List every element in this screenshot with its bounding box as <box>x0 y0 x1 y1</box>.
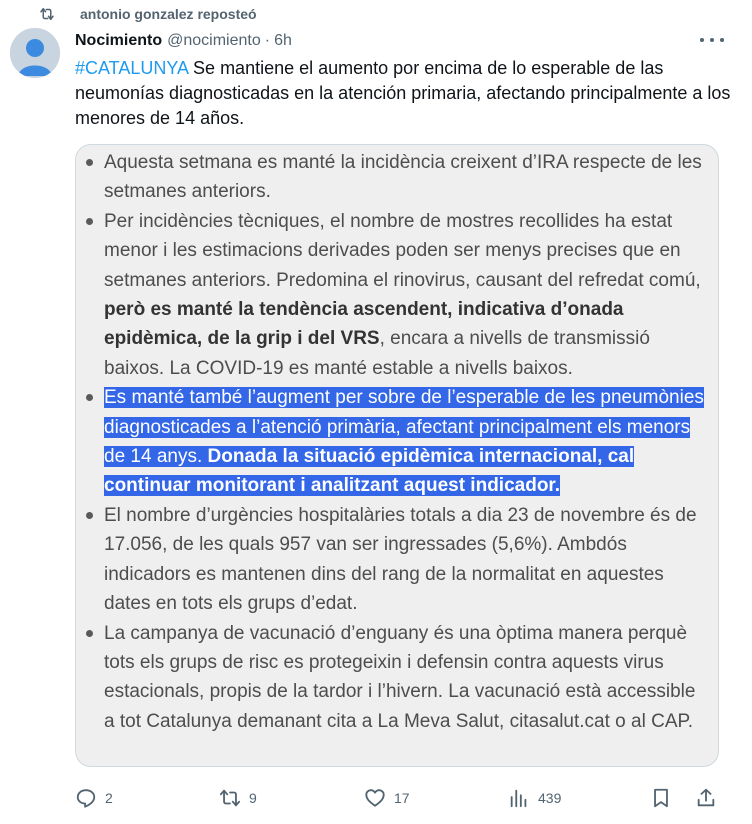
repost-icon <box>38 5 56 23</box>
like-button[interactable] <box>364 784 410 812</box>
tweet-header <box>75 30 292 52</box>
repost-text[interactable]: antonio gonzalez reposteó <box>80 6 257 22</box>
repost-icon <box>219 787 241 809</box>
reply-icon <box>75 787 97 809</box>
list-item <box>76 148 719 207</box>
list-item <box>76 207 719 383</box>
hashtag-link[interactable]: #CATALUNYA <box>75 58 189 78</box>
bullet-text: Aquesta setmana es manté la incidència creixent d’IRA respecte de les setmanes anteriors. <box>104 152 702 203</box>
bullet-icon <box>86 159 93 166</box>
avatar[interactable] <box>10 28 60 78</box>
timestamp[interactable]: 6h <box>274 32 292 49</box>
separator-dot: · <box>264 32 271 49</box>
highlighted-text: Es manté també l’augment per sobre de l’esperable de les pneumònies diagnosticades a l’atenció primària, afectant principalment els menors de 14 anys. <box>104 387 704 468</box>
bullet-icon <box>86 630 93 637</box>
author-name[interactable]: Nocimiento <box>75 32 163 49</box>
bookmark-icon <box>650 787 672 809</box>
like-count: 17 <box>394 790 410 806</box>
bullet-bold-text: però es manté la tendència ascendent, indicativa d’onada epidèmica, de la grip i del VRS <box>104 299 624 350</box>
repost-indicator[interactable] <box>38 4 257 24</box>
highlighted-bold-text: Donada la situació epidèmica internacional, cal continuar monitorant i analitzant aquest indicador. <box>104 446 635 497</box>
bookmark-button[interactable] <box>650 784 672 812</box>
bullet-icon <box>86 512 93 519</box>
list-item <box>76 501 719 619</box>
default-avatar-icon <box>10 28 60 78</box>
share-button[interactable] <box>695 784 717 812</box>
heart-icon <box>364 787 386 809</box>
repost-count: 9 <box>249 790 257 806</box>
list-item <box>76 619 719 737</box>
list-item <box>76 383 719 501</box>
more-dot-icon <box>720 38 724 42</box>
views-button[interactable] <box>508 784 561 812</box>
bullet-list <box>76 148 719 736</box>
reply-count: 2 <box>105 790 113 806</box>
bullet-icon <box>86 218 93 225</box>
more-dot-icon <box>700 38 704 42</box>
tweet-body: Se mantiene el aumento por encima de lo esperable de las neumonías diagnosticadas en la atención primaria, afectando principalmente a los menores de 14 años. <box>75 58 731 128</box>
action-bar <box>75 784 725 812</box>
share-icon <box>695 787 717 809</box>
tweet-text <box>75 56 735 131</box>
views-count: 439 <box>538 790 562 806</box>
reply-button[interactable] <box>75 784 113 812</box>
author-handle[interactable]: @nocimiento <box>167 32 261 49</box>
bullet-text: La campanya de vacunació d’enguany és una òptima manera perquè tots els grups de risc es protegeixin i defensin contra aquests virus estacionals, propis de la tardor i l’hivern. La vacunació està accessible a tot Catalunya demanant cita a La Meva Salut, citasalut.cat o al CAP. <box>104 622 696 732</box>
more-dot-icon <box>710 38 714 42</box>
views-chart-icon <box>508 787 530 809</box>
repost-button[interactable] <box>219 784 257 812</box>
bullet-text: , encara a nivells de transmissió baixos. La COVID-19 es manté estable a nivells baixos. <box>104 328 650 379</box>
tweet-image[interactable] <box>75 144 719 767</box>
bullet-text: El nombre d’urgències hospitalàries totals a dia 23 de novembre és de 17.056, de les quals 957 van ser ingressades (5,6%). Ambdós indicadors es mantenen dins del rang de la normalitat en aquestes dates en tots els grups d’edat. <box>104 504 697 615</box>
bullet-text: Per incidències tècniques, el nombre de mostres recollides ha estat menor i les estimacions derivades poden ser menys precises que en setmanes anteriors. Predomina el rinovirus, causant del refredat comú, <box>104 210 701 291</box>
bullet-icon <box>86 394 93 401</box>
more-options-button[interactable] <box>700 30 724 50</box>
